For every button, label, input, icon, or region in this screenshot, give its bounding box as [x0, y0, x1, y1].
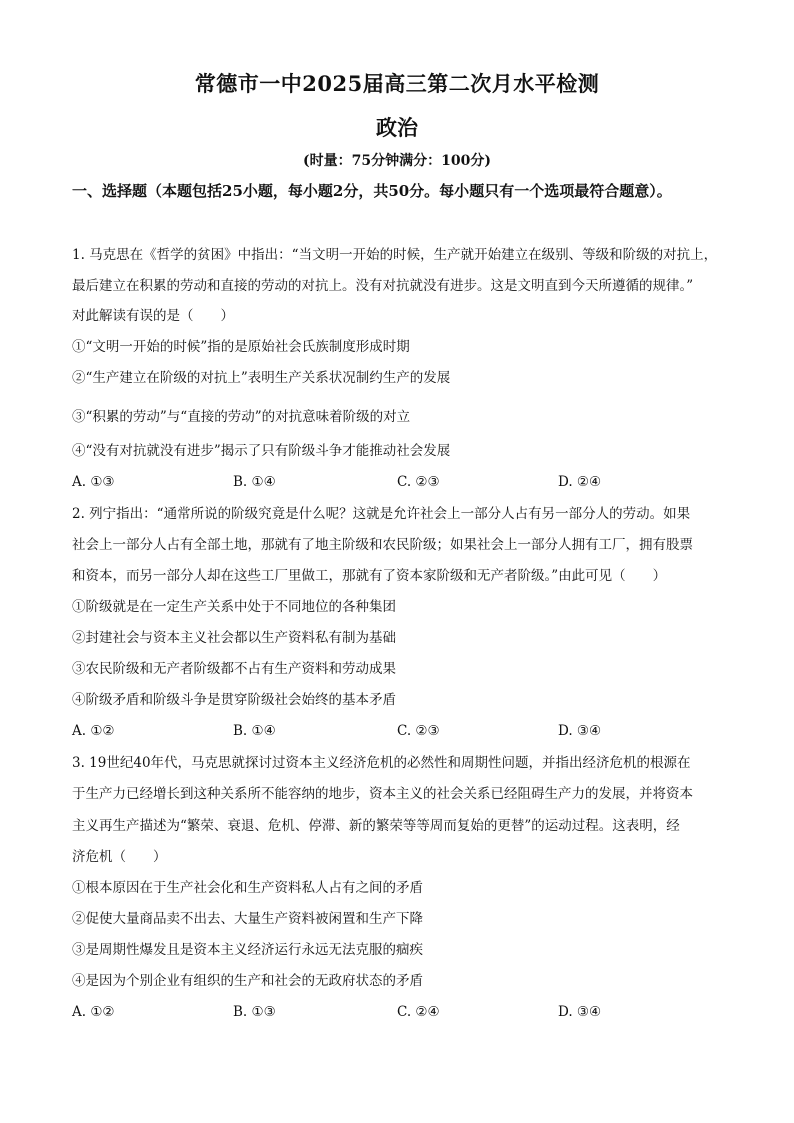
question-2-statement: ①阶级就是在一定生产关系中处于不同地位的各种集团 [72, 599, 396, 615]
option-b: B. ①③ [233, 1004, 276, 1020]
exam-title: 常德市一中2025届高三第二次月水平检测 [194, 71, 600, 96]
option-c: C. ②④ [397, 1004, 440, 1020]
question-1-statement: ①“文明一开始的时候”指的是原始社会氏族制度形成时期 [72, 339, 410, 355]
question-2-stem-line: 2. 列宁指出：“通常所说的阶级究竟是什么呢？这就是允许社会上一部分人占有另一部分人的劳动。如果 [72, 506, 691, 522]
option-b: B. ①④ [233, 474, 276, 490]
question-1-statement: ③“积累的劳动”与“直接的劳动”的对抗意味着阶级的对立 [72, 409, 411, 425]
question-1-options [72, 473, 732, 491]
option-b: B. ①④ [233, 723, 276, 739]
question-3-statement: ③是周期性爆发且是资本主义经济运行永远无法克服的痼疾 [72, 942, 423, 958]
option-d: D. ③④ [558, 1004, 602, 1020]
question-2-statement: ④阶级矛盾和阶级斗争是贯穿阶级社会始终的基本矛盾 [72, 692, 396, 708]
question-2-stem-line: 和资本，而另一部分人却在这些工厂里做工，那就有了资本家阶级和无产者阶级。”由此可见（ ） [72, 568, 667, 584]
question-2-statement: ②封建社会与资本主义社会都以生产资料私有制为基础 [72, 630, 396, 646]
exam-info: (时量：75分钟满分：100分) [303, 153, 491, 169]
option-d: D. ③④ [558, 723, 602, 739]
question-3-statement: ①根本原因在于生产社会化和生产资料私人占有之间的矛盾 [72, 880, 423, 896]
question-1-stem-line: 最后建立在积累的劳动和直接的劳动的对抗上。没有对抗就没有进步。这是文明直到今天所遵循的规律。” [72, 278, 694, 294]
option-c: C. ②③ [397, 474, 440, 490]
question-3-statement: ④是因为个别企业有组织的生产和社会的无政府状态的矛盾 [72, 973, 423, 989]
option-d: D. ②④ [558, 474, 602, 490]
question-3-stem-line: 主义再生产描述为“繁荣、衰退、危机、停滞、新的繁荣等等周而复始的更替”的运动过程。这表明，经 [72, 818, 680, 834]
question-2-options [72, 722, 732, 740]
option-a: A. ①② [72, 723, 115, 739]
question-2-stem-line: 社会上一部分人占有全部土地，那就有了地主阶级和农民阶级；如果社会上一部分人拥有工厂，拥有股票 [72, 537, 693, 553]
option-c: C. ②③ [397, 723, 440, 739]
option-a: A. ①② [72, 1004, 115, 1020]
question-2-statement: ③农民阶级和无产者阶级都不占有生产资料和劳动成果 [72, 661, 396, 677]
question-3-stem-line: 3. 19世纪40年代，马克思就探讨过资本主义经济危机的必然性和周期性问题，并指出经济危机的根源在 [72, 755, 691, 771]
question-1-statement: ④“没有对抗就没有进步”揭示了只有阶级斗争才能推动社会发展 [72, 443, 451, 459]
subject-title: 政治 [376, 115, 418, 140]
question-3-statement: ②促使大量商品卖不出去、大量生产资料被闲置和生产下降 [72, 911, 423, 927]
question-3-options [72, 1003, 732, 1021]
option-a: A. ①③ [72, 474, 115, 490]
question-1-stem-line: 1. 马克思在《哲学的贫困》中指出：“当文明一开始的时候，生产就开始建立在级别、等级和阶级的对抗上， [72, 247, 718, 263]
question-1-stem-line: 对此解读有误的是（ ） [72, 308, 234, 324]
question-3-stem-line: 于生产力已经增长到这种关系所不能容纳的地步，资本主义的社会关系已经阻碍生产力的发展，并将资本 [72, 786, 693, 802]
section-heading: 一、选择题（本题包括25小题，每小题2分，共50分。每小题只有一个选项最符合题意）。 [72, 182, 672, 200]
question-3-stem-line: 济危机（ ） [72, 849, 167, 865]
question-1-statement: ②“生产建立在阶级的对抗上”表明生产关系状况制约生产的发展 [72, 370, 451, 386]
